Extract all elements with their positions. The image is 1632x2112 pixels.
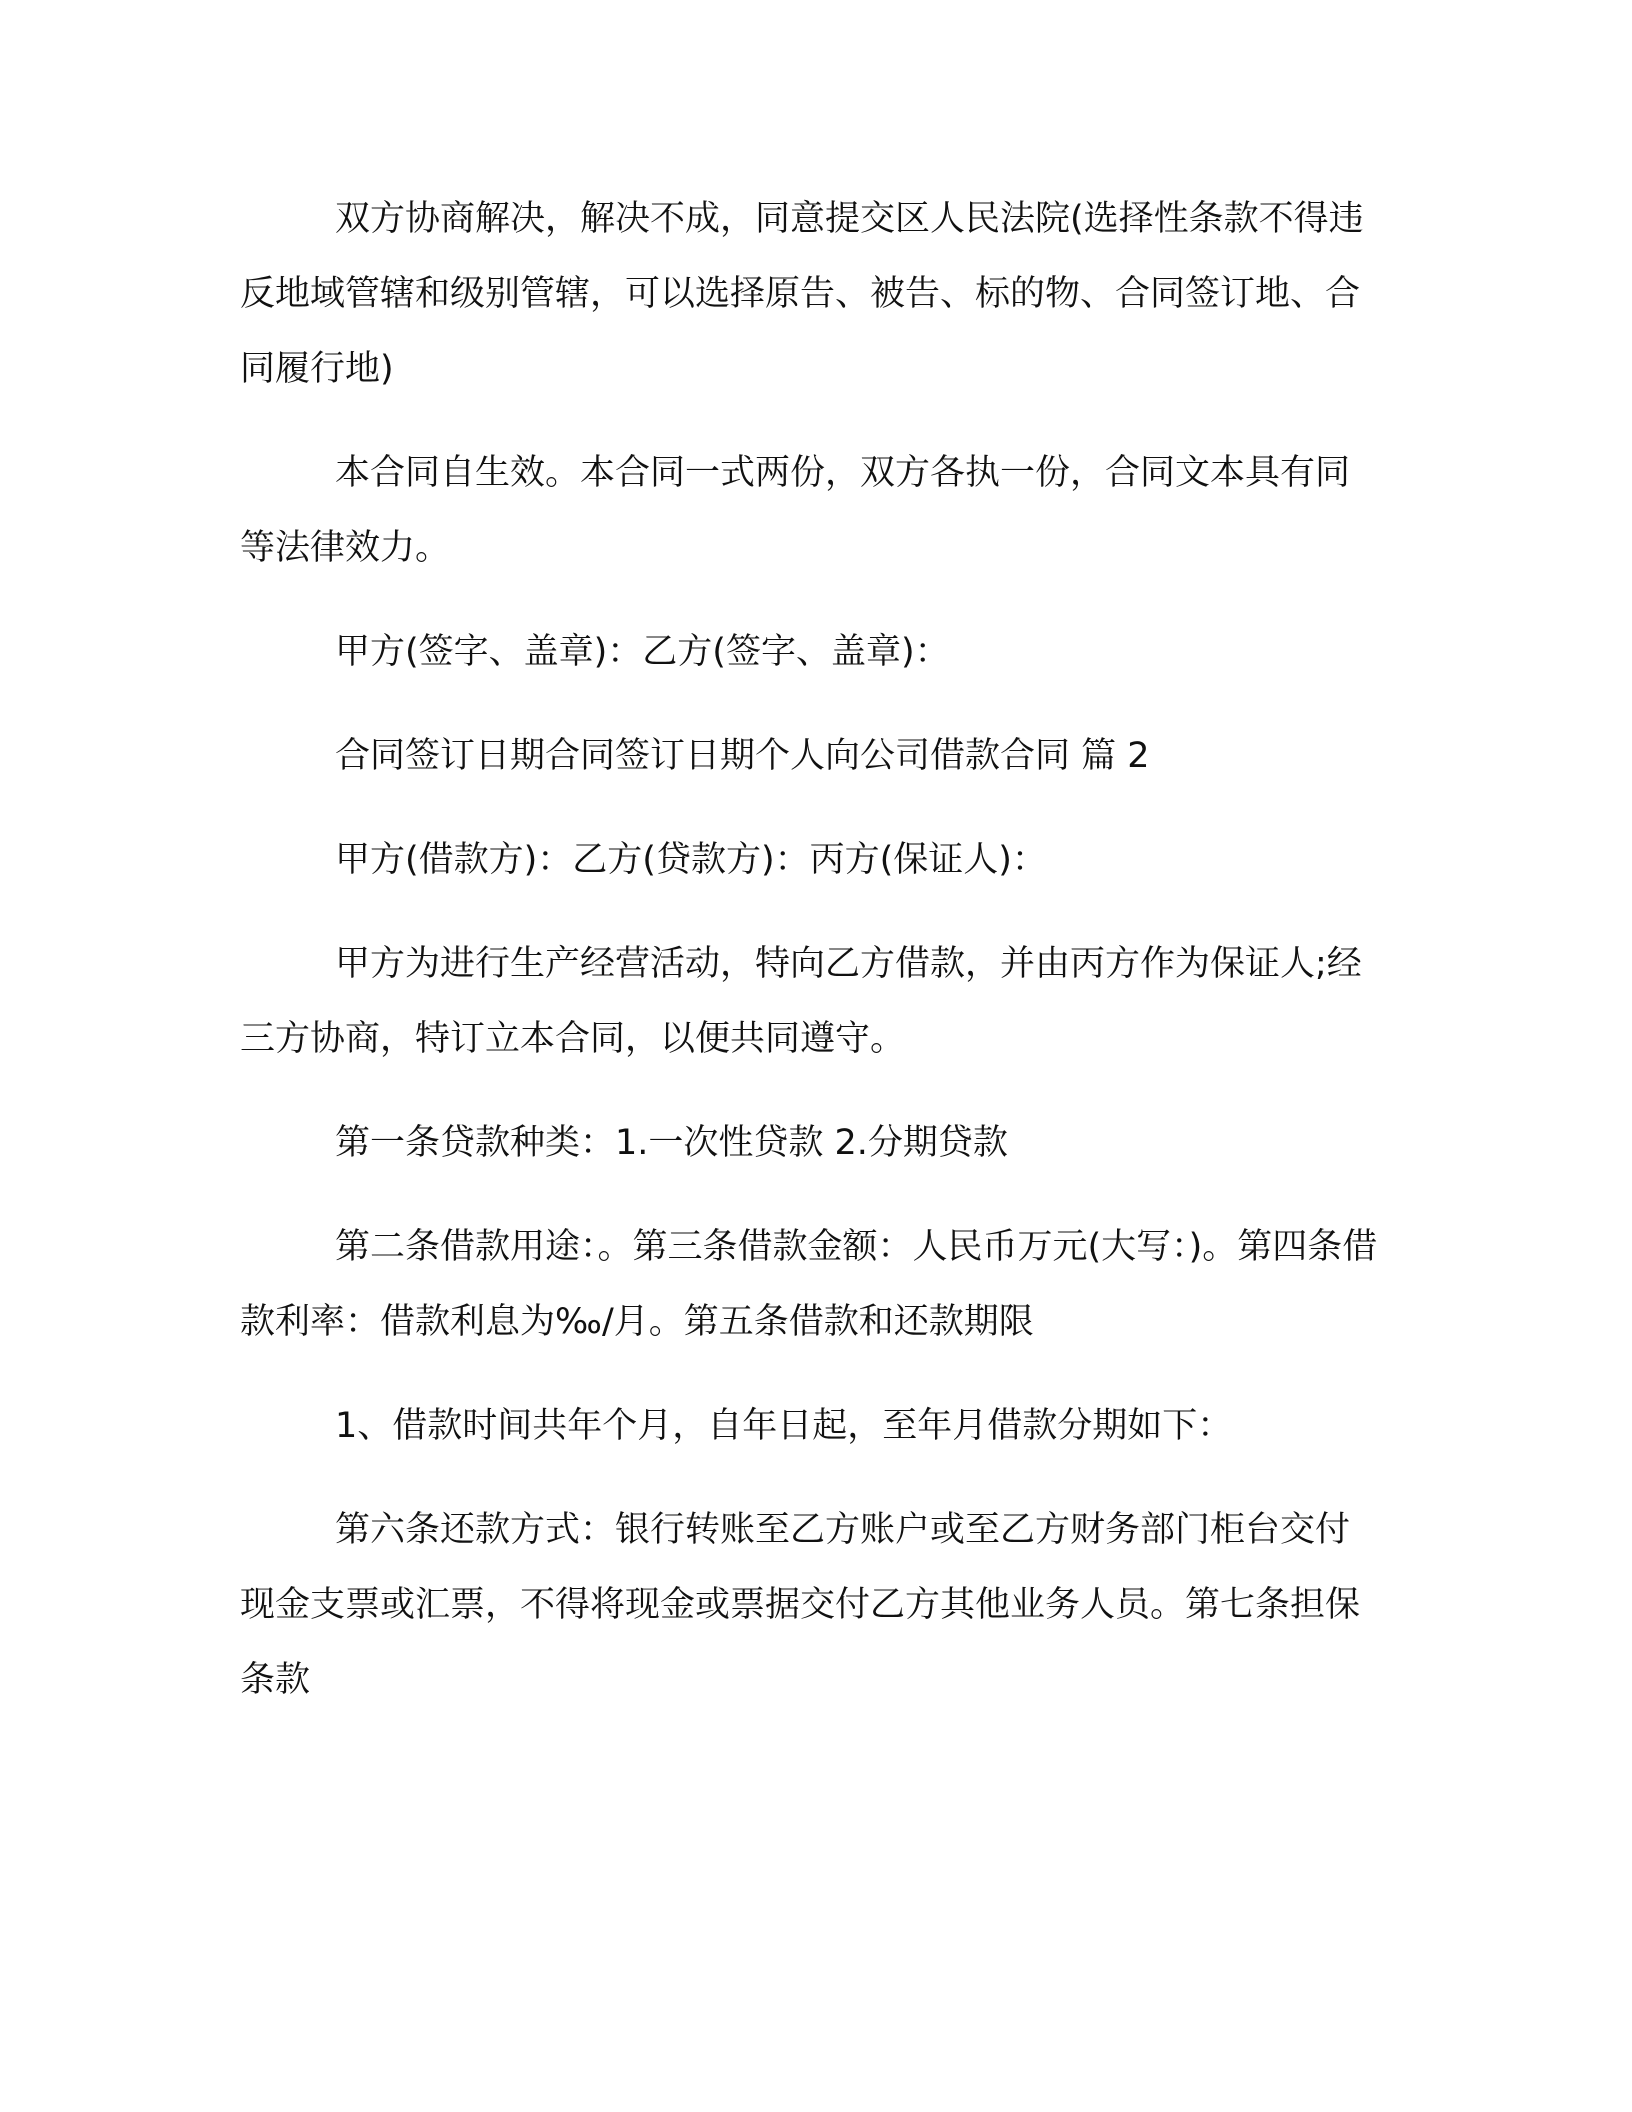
document-body [240, 182, 1380, 1747]
paragraph-articles-2-5: 第二条借款用途：。第三条借款金额：人民币万元(大写：)。第四条借款利率：借款利息为‰/月。第五条借款和还款期限 [240, 1227, 1378, 1342]
paragraph-loan-period: 1、借款时间共年个月，自年日起，至年月借款分期如下： [335, 1406, 1233, 1446]
paragraph-signatures: 甲方(签字、盖章)：乙方(签字、盖章)： [335, 632, 950, 672]
paragraph-parties: 甲方(借款方)：乙方(贷款方)：丙方(保证人)： [335, 840, 1047, 880]
paragraph-article-6-7: 第六条还款方式：银行转账至乙方账户或至乙方财务部门柜台交付现金支票或汇票，不得将现金或票据交付乙方其他业务人员。第七条担保条款 [240, 1510, 1361, 1700]
paragraph-purpose: 甲方为进行生产经营活动，特向乙方借款，并由丙方作为保证人;经三方协商，特订立本合同，以便共同遵守。 [240, 944, 1362, 1059]
paragraph-effectiveness: 本合同自生效。本合同一式两份，双方各执一份，合同文本具有同等法律效力。 [240, 453, 1351, 568]
paragraph-dispute-resolution: 双方协商解决，解决不成，同意提交区人民法院(选择性条款不得违反地域管辖和级别管辖，可以选择原告、被告、标的物、合同签订地、合同履行地) [240, 199, 1364, 389]
paragraph-signing-date-title: 合同签订日期合同签订日期个人向公司借款合同 篇 2 [335, 736, 1150, 776]
paragraph-article-1: 第一条贷款种类：1.一次性贷款 2.分期贷款 [335, 1123, 1008, 1163]
